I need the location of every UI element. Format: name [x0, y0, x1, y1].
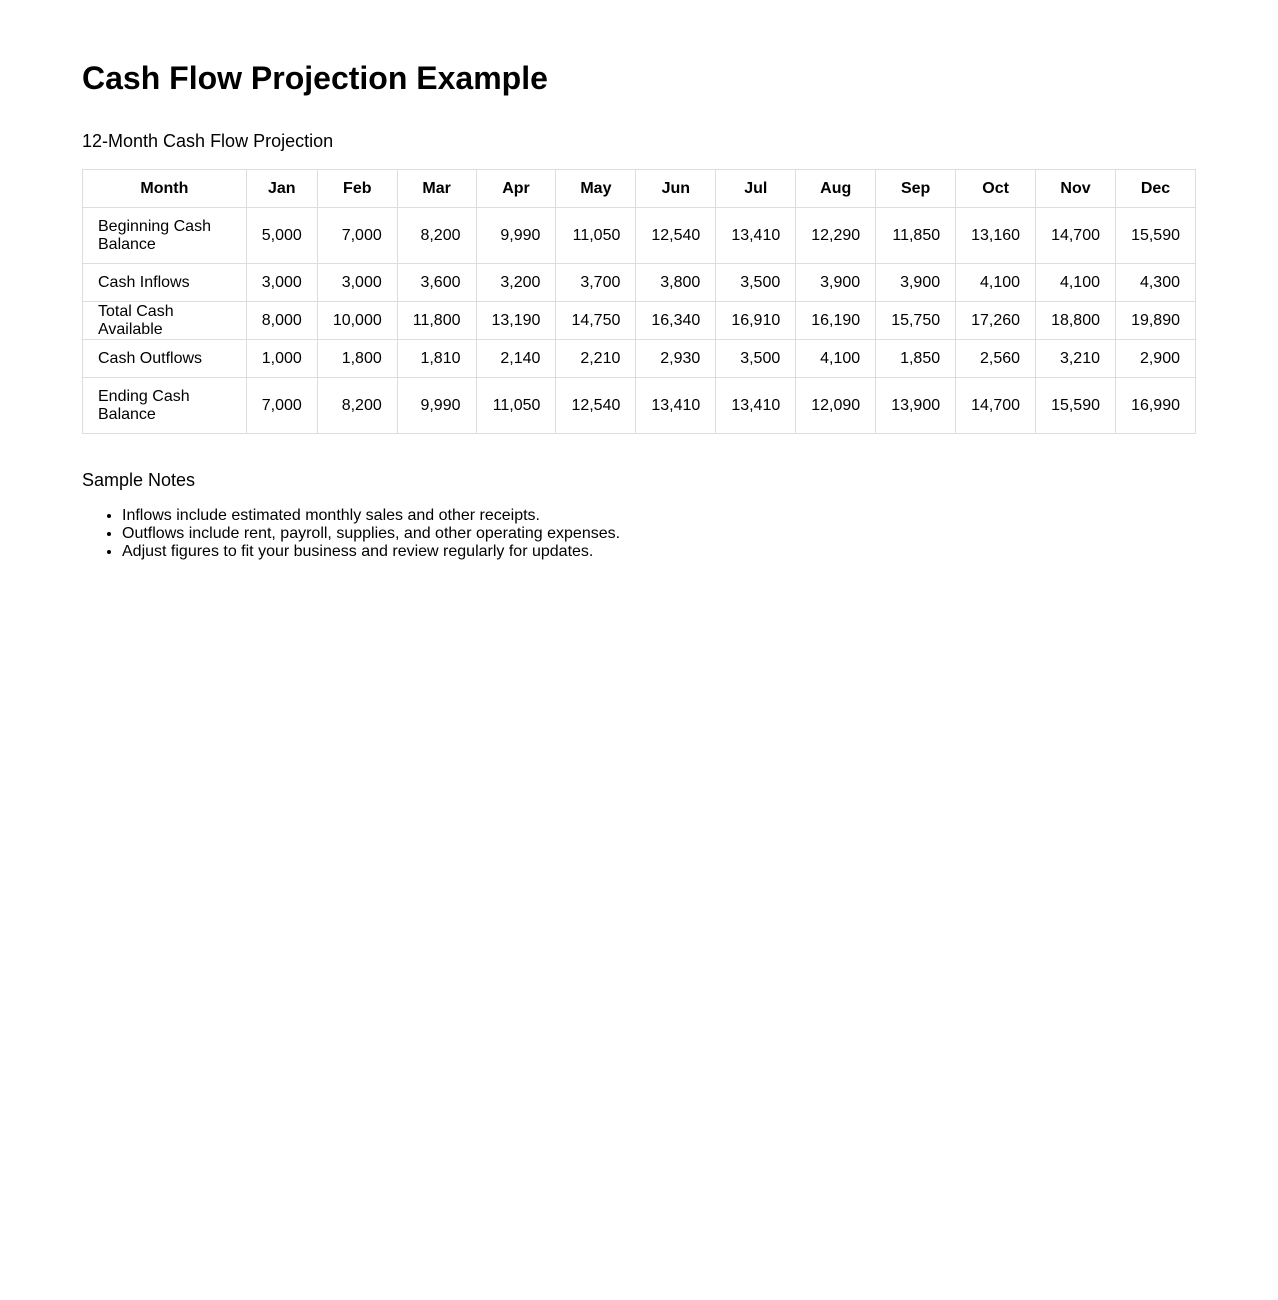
- note-item: • Adjust figures to fit your business and review regularly for updates.: [122, 543, 620, 561]
- value-cell: 15,750: [876, 302, 956, 340]
- row-label: Ending Cash Balance: [83, 378, 247, 434]
- value-cell: 3,700: [556, 264, 636, 302]
- table-row: [83, 264, 1196, 302]
- value-cell: 3,800: [636, 264, 716, 302]
- value-cell: 12,290: [796, 208, 876, 264]
- value-cell: 7,000: [246, 378, 317, 434]
- row-label: Cash Inflows: [83, 264, 247, 302]
- header-cell: Jan: [246, 170, 317, 208]
- value-cell: 16,190: [796, 302, 876, 340]
- value-cell: 12,540: [636, 208, 716, 264]
- value-cell: 14,700: [956, 378, 1036, 434]
- value-cell: 16,340: [636, 302, 716, 340]
- header-cell: Aug: [796, 170, 876, 208]
- header-cell: Oct: [956, 170, 1036, 208]
- value-cell: 8,200: [397, 208, 476, 264]
- value-cell: 8,000: [246, 302, 317, 340]
- value-cell: 3,200: [476, 264, 556, 302]
- value-cell: 5,000: [246, 208, 317, 264]
- value-cell: 2,560: [956, 340, 1036, 378]
- value-cell: 2,900: [1116, 340, 1196, 378]
- value-cell: 3,600: [397, 264, 476, 302]
- value-cell: 9,990: [476, 208, 556, 264]
- value-cell: 8,200: [317, 378, 397, 434]
- value-cell: 16,990: [1116, 378, 1196, 434]
- row-label: Total Cash Available: [83, 302, 247, 340]
- value-cell: 12,090: [796, 378, 876, 434]
- value-cell: 12,540: [556, 378, 636, 434]
- header-cell: Apr: [476, 170, 556, 208]
- header-cell: Mar: [397, 170, 476, 208]
- value-cell: 3,900: [876, 264, 956, 302]
- row-label: Cash Outflows: [83, 340, 247, 378]
- value-cell: 11,800: [397, 302, 476, 340]
- value-cell: 11,850: [876, 208, 956, 264]
- value-cell: 1,000: [246, 340, 317, 378]
- header-cell: Dec: [1116, 170, 1196, 208]
- header-cell: Feb: [317, 170, 397, 208]
- value-cell: 4,100: [1036, 264, 1116, 302]
- header-cell: Nov: [1036, 170, 1116, 208]
- header-cell: Jul: [716, 170, 796, 208]
- value-cell: 15,590: [1116, 208, 1196, 264]
- table-row: [83, 340, 1196, 378]
- value-cell: 3,210: [1036, 340, 1116, 378]
- value-cell: 2,140: [476, 340, 556, 378]
- value-cell: 11,050: [556, 208, 636, 264]
- value-cell: 3,000: [246, 264, 317, 302]
- value-cell: 3,500: [716, 264, 796, 302]
- value-cell: 2,210: [556, 340, 636, 378]
- value-cell: 4,300: [1116, 264, 1196, 302]
- value-cell: 11,050: [476, 378, 556, 434]
- value-cell: 16,910: [716, 302, 796, 340]
- value-cell: 13,410: [716, 208, 796, 264]
- header-cell: May: [556, 170, 636, 208]
- header-row: [83, 170, 1196, 208]
- value-cell: 13,410: [716, 378, 796, 434]
- value-cell: 14,750: [556, 302, 636, 340]
- value-cell: 13,190: [476, 302, 556, 340]
- row-label: Beginning Cash Balance: [83, 208, 247, 264]
- table-row: [83, 378, 1196, 434]
- table-caption: 12-Month Cash Flow Projection: [82, 131, 334, 151]
- value-cell: 18,800: [1036, 302, 1116, 340]
- value-cell: 4,100: [956, 264, 1036, 302]
- value-cell: 1,800: [317, 340, 397, 378]
- value-cell: 10,000: [317, 302, 397, 340]
- cash-flow-table: [82, 169, 1196, 434]
- value-cell: 14,700: [1036, 208, 1116, 264]
- page-title: Cash Flow Projection Example: [82, 60, 548, 96]
- value-cell: 7,000: [317, 208, 397, 264]
- value-cell: 3,500: [716, 340, 796, 378]
- value-cell: 2,930: [636, 340, 716, 378]
- value-cell: 3,900: [796, 264, 876, 302]
- note-item: • Outflows include rent, payroll, supplies, and other operating expenses.: [122, 525, 620, 543]
- table-row: [83, 208, 1196, 264]
- value-cell: 17,260: [956, 302, 1036, 340]
- value-cell: 13,900: [876, 378, 956, 434]
- value-cell: 3,000: [317, 264, 397, 302]
- value-cell: 13,160: [956, 208, 1036, 264]
- note-item: • Inflows include estimated monthly sales and other receipts.: [122, 507, 620, 525]
- value-cell: 15,590: [1036, 378, 1116, 434]
- header-cell-month: Month: [83, 170, 247, 208]
- value-cell: 1,810: [397, 340, 476, 378]
- header-cell: Sep: [876, 170, 956, 208]
- notes-title: Sample Notes: [82, 470, 196, 490]
- value-cell: 1,850: [876, 340, 956, 378]
- header-cell: Jun: [636, 170, 716, 208]
- value-cell: 13,410: [636, 378, 716, 434]
- table-row: [83, 302, 1196, 340]
- value-cell: 4,100: [796, 340, 876, 378]
- value-cell: 19,890: [1116, 302, 1196, 340]
- notes-list: [82, 507, 620, 561]
- value-cell: 9,990: [397, 378, 476, 434]
